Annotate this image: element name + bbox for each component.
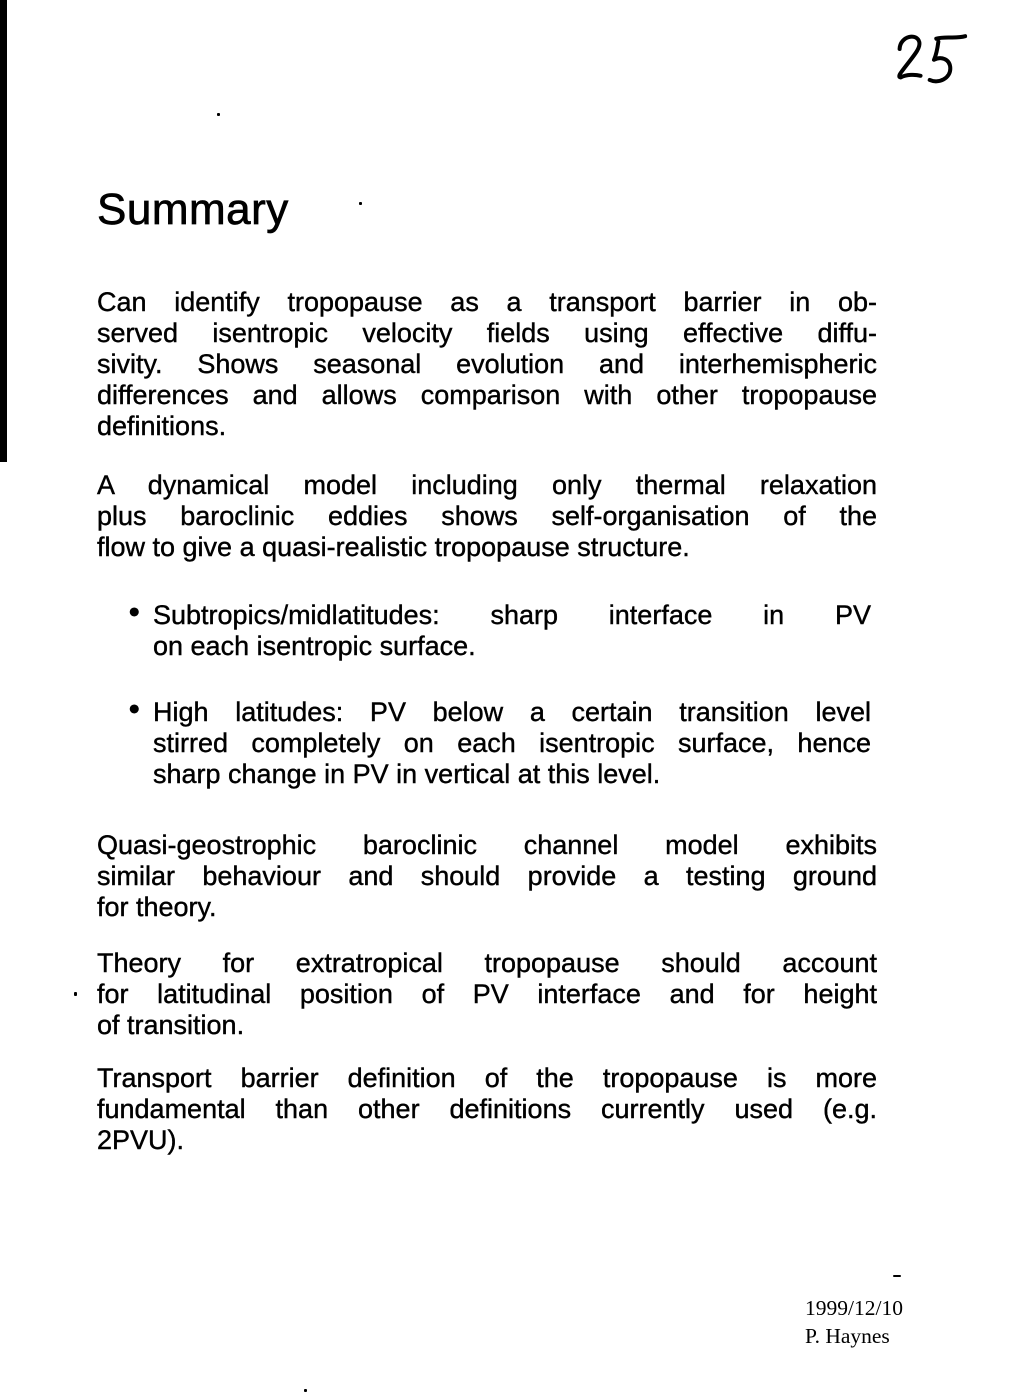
- text-line: flow to give a quasi-realistic tropopause structure.: [97, 532, 690, 562]
- text-line: Quasi-geostrophic baroclinic channel model exhibits: [97, 830, 877, 860]
- paragraph: [97, 1063, 877, 1156]
- scan-speck: [893, 1275, 901, 1277]
- text-line: stirred completely on each isentropic surface, hence: [153, 728, 871, 758]
- text-line: for theory.: [97, 892, 217, 922]
- paragraph: [97, 830, 877, 923]
- text-line: sivity. Shows seasonal evolution and interhemispheric: [97, 349, 877, 379]
- text-line: definitions.: [97, 411, 227, 441]
- scan-speck: [304, 1389, 307, 1392]
- bullet-item: [129, 693, 871, 790]
- paragraph: [97, 948, 877, 1041]
- text-line: similar behaviour and should provide a testing ground: [97, 861, 877, 891]
- footer: [805, 1294, 903, 1350]
- text-line: Subtropics/midlatitudes: sharp interface in PV: [153, 600, 871, 630]
- text-line: of transition.: [97, 1010, 245, 1040]
- text-line: for latitudinal position of PV interface and for height: [97, 979, 877, 1009]
- text-line: on each isentropic surface.: [153, 631, 476, 661]
- text-line: fundamental than other definitions currently used (e.g.: [97, 1094, 877, 1124]
- scan-edge-artifact: [0, 0, 7, 462]
- paragraph: [97, 287, 877, 442]
- text-line: A dynamical model including only thermal relaxation: [97, 470, 877, 500]
- text-line: Theory for extratropical tropopause should account: [97, 948, 877, 978]
- handwritten-25-strokes: [887, 25, 969, 96]
- text-column: [97, 0, 877, 1156]
- scan-speck: [74, 992, 77, 996]
- bullet-item: [129, 596, 871, 662]
- handwritten-page-number: [887, 25, 969, 96]
- footer-date: 1999/12/10: [805, 1296, 903, 1320]
- page-title: Summary: [97, 185, 289, 234]
- bullet-icon: •: [129, 693, 140, 726]
- text-line: High latitudes: PV below a certain transition level: [153, 697, 871, 727]
- text-line: Transport barrier definition of the tropopause is more: [97, 1063, 877, 1093]
- footer-author: P. Haynes: [805, 1324, 890, 1348]
- text-line: plus baroclinic eddies shows self-organisation of the: [97, 501, 877, 531]
- text-line: served isentropic velocity fields using effective diffu-: [97, 318, 877, 348]
- text-line: differences and allows comparison with other tropopause: [97, 380, 877, 410]
- bullet-icon: •: [129, 596, 140, 629]
- text-line: Can identify tropopause as a transport barrier in ob-: [97, 287, 877, 317]
- paragraph: [97, 470, 877, 563]
- text-line: 2PVU).: [97, 1125, 185, 1155]
- text-line: sharp change in PV in vertical at this level.: [153, 759, 661, 789]
